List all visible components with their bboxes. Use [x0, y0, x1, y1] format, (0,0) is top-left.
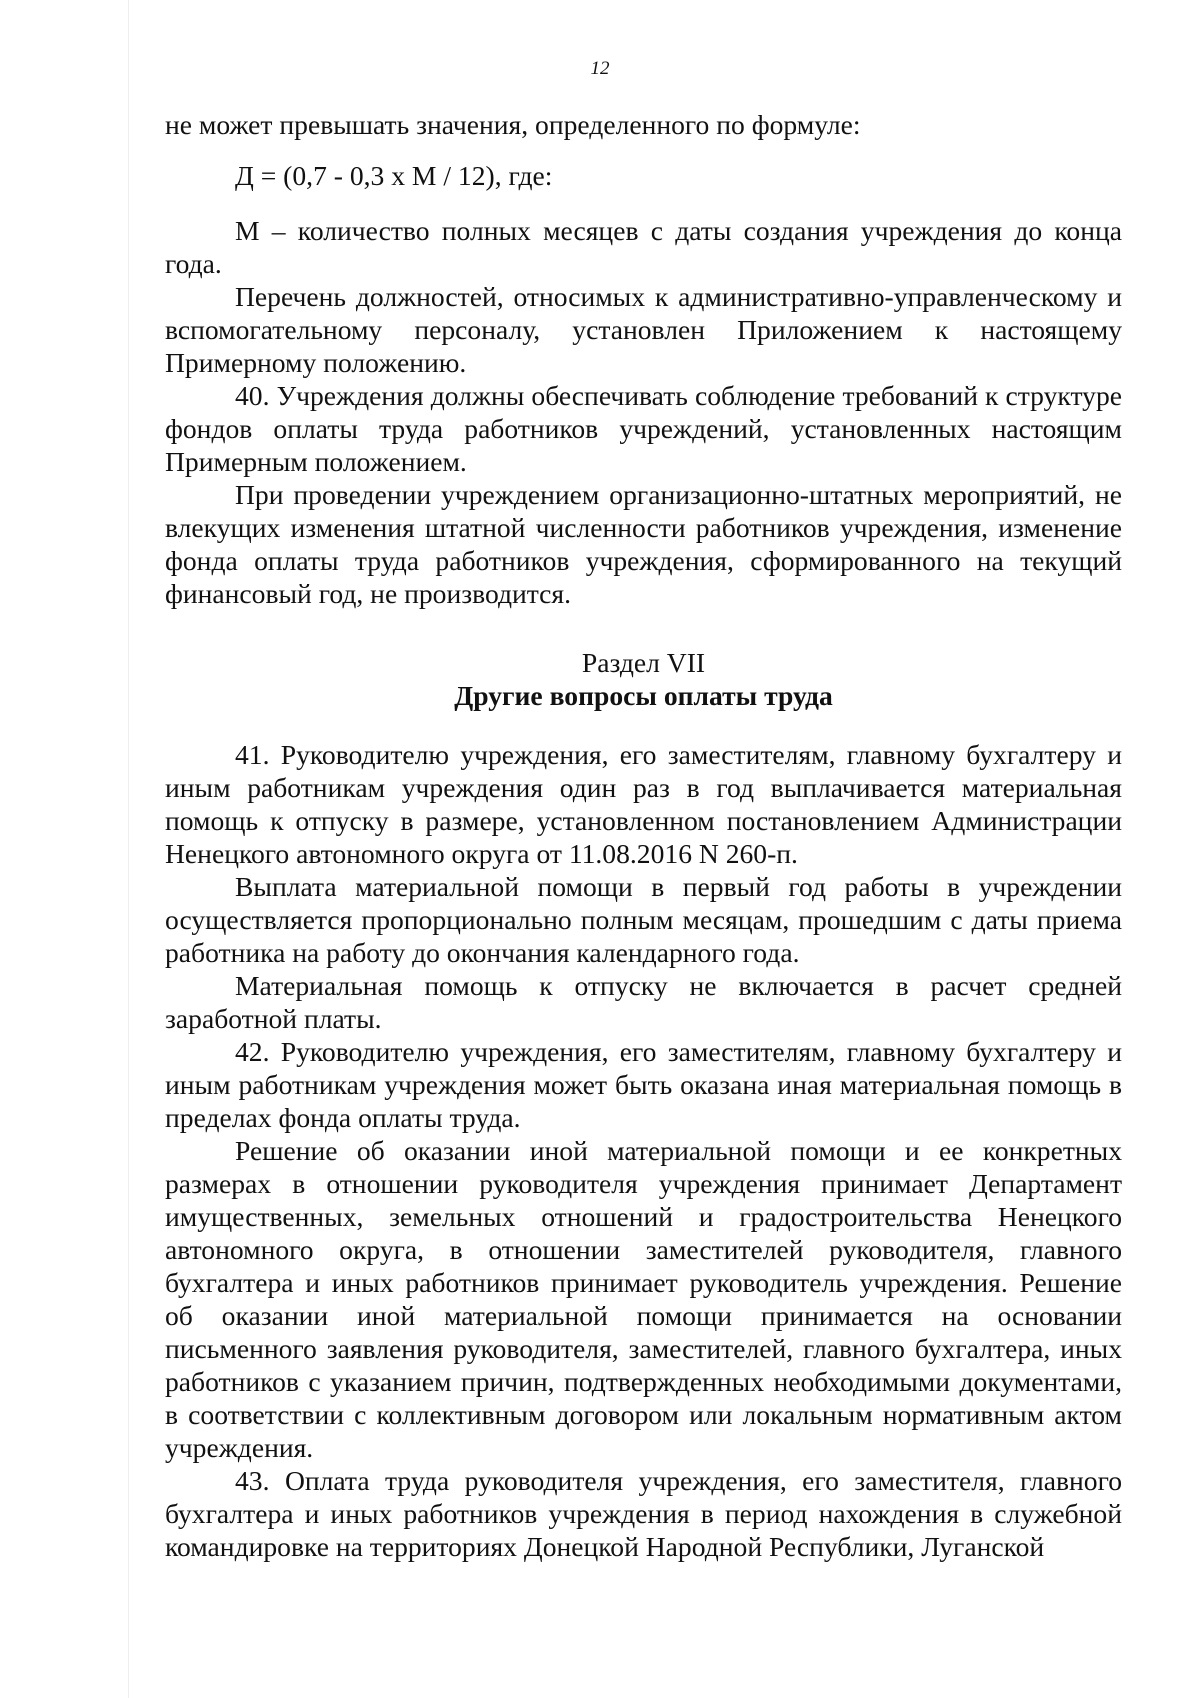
section-title: Другие вопросы оплаты труда — [454, 680, 833, 711]
paragraph-decision: Решение об оказании иной материальной помощи и ее конкретных размерах в отношении руководителя учреждения принимает Департамент имущественных, земельных отношений и градостроительства Ненецкого автономного округа, в отношении заместителей руководителя, главного бухгалтера и иных работников принимает руководитель учреждения. Решение об оказании иной материальной помощи принимается на основании письменного заявления руководителя, заместителей, главного бухгалтера, иных работников с указанием причин, подтвержденных необходимыми документами, в соответствии с коллективным договором или локальным нормативным актом учреждения. — [165, 1135, 1122, 1463]
paragraph-first-year-payment: Выплата материальной помощи в первый год работы в учреждении осуществляется пропорционально полным месяцам, прошедшим с даты приема работника на работу до окончания календарного года. — [165, 871, 1122, 968]
document-body — [165, 108, 1122, 1563]
page-number: 12 — [590, 58, 610, 79]
paragraph-intro: не может превышать значения, определенного по формуле: — [165, 109, 861, 140]
paragraph-average-salary: Материальная помощь к отпуску не включается в расчет средней заработной платы. — [165, 970, 1122, 1034]
paragraph-item-43: 43. Оплата труда руководителя учреждения, его заместителя, главного бухгалтера и иных работников учреждения в период нахождения в служебной командировке на территориях Донецкой Народной Республики, Луганской — [165, 1465, 1122, 1562]
paragraph-definition-m: М – количество полных месяцев с даты создания учреждения до конца года. — [165, 215, 1122, 279]
paragraph-item-40: 40. Учреждения должны обеспечивать соблюдение требований к структуре фондов оплаты труда работников учреждений, установленных настоящим Примерным положением. — [165, 380, 1122, 477]
section-label: Раздел VII — [581, 647, 706, 678]
formula-line: Д = (0,7 - 0,3 х М / 12), где: — [235, 160, 553, 191]
paragraph-item-42: 42. Руководителю учреждения, его заместителям, главному бухгалтеру и иным работникам учреждения может быть оказана иная материальная помощь в пределах фонда оплаты труда. — [165, 1036, 1122, 1133]
paragraph-item-41: 41. Руководителю учреждения, его заместителям, главному бухгалтеру и иным работникам учреждения один раз в год выплачивается материальная помощь к отпуску в размере, установленном постановлением Администрации Ненецкого автономного округа от 11.08.2016 N 260-п. — [165, 739, 1122, 869]
paragraph-reorganization: При проведении учреждением организационно-штатных мероприятий, не влекущих изменения штатной численности работников учреждения, изменение фонда оплаты труда работников учреждения, сформированного на текущий финансовый год, не производится. — [165, 479, 1122, 609]
paragraph-positions-list: Перечень должностей, относимых к административно-управленческому и вспомогательному персоналу, установлен Приложением к настоящему Примерному положению. — [165, 281, 1122, 378]
scan-edge-line — [128, 0, 129, 1698]
